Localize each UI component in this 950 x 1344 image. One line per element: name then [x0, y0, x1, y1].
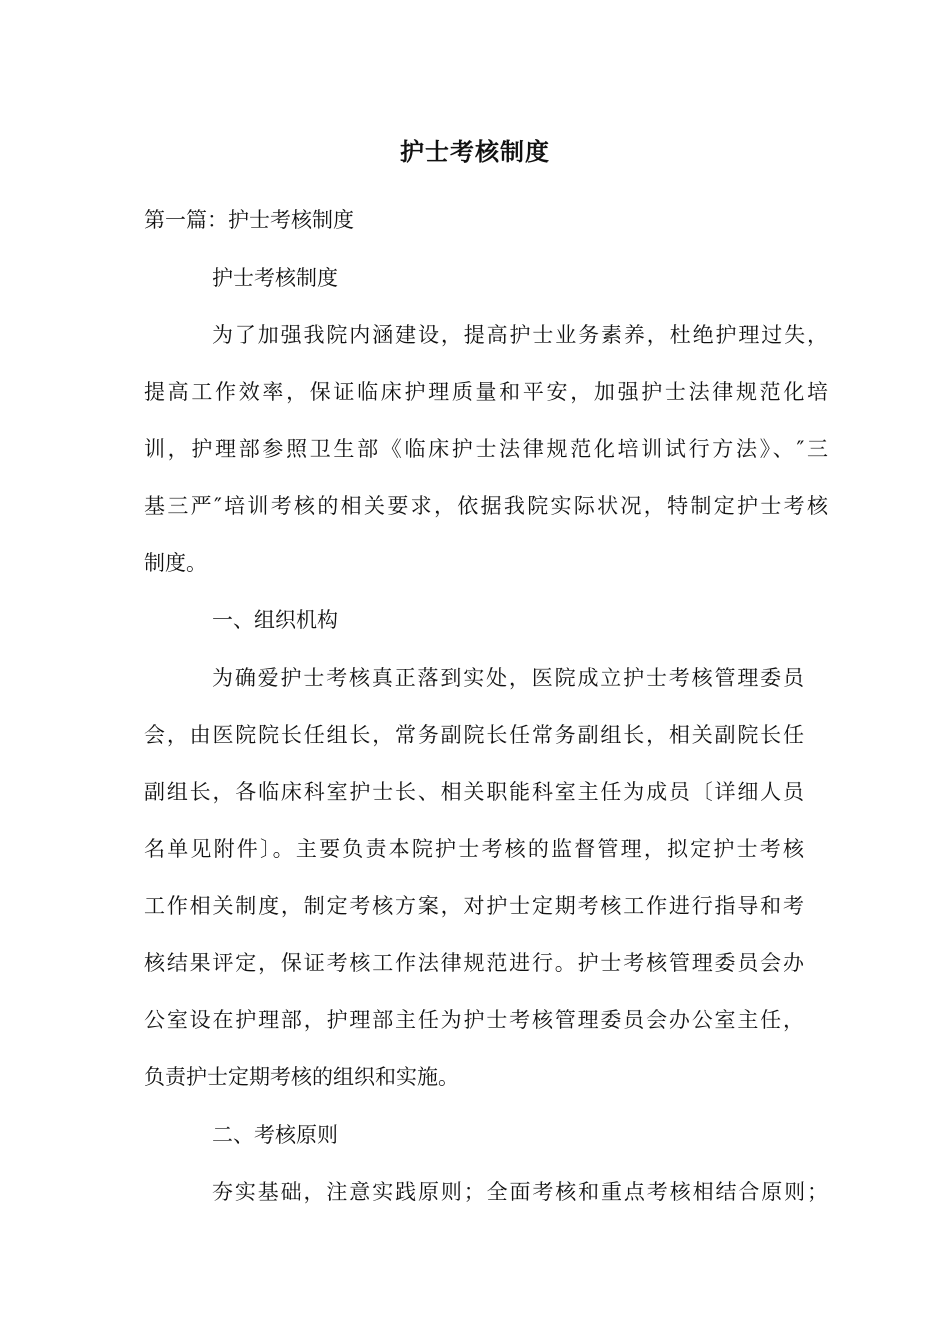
intro-line: 训，护理部参照卫生部《临床护士法律规范化培训试行方法》、″三: [144, 437, 828, 461]
document-title: 护士考核制度: [400, 137, 550, 166]
section1-line: 副组长，各临床科室护士长、相关职能科室主任为成员〔详细人员: [144, 780, 804, 804]
section-heading: 一、组织机构: [212, 608, 338, 632]
section1-line: 工作相关制度，制定考核方案，对护士定期考核工作进行指导和考: [144, 894, 804, 918]
subtitle-heading: 护士考核制度: [212, 266, 338, 290]
section1-line: 名单见附件〕。主要负责本院护士考核的监督管理，拟定护士考核: [144, 837, 804, 861]
section1-line: 会，由医院院长任组长，常务副院长任常务副组长，相关副院长任: [144, 723, 804, 747]
section2-line: 夯实基础，注意实践原则；全面考核和重点考核相结合原则；: [212, 1180, 828, 1204]
chapter-heading: 第一篇：护士考核制度: [144, 208, 354, 232]
section1-line: 为确爱护士考核真正落到实处，医院成立护士考核管理委员: [212, 666, 804, 690]
section-heading: 二、考核原则: [212, 1123, 338, 1147]
section1-line: 公室设在护理部，护理部主任为护士考核管理委员会办公室主任，: [144, 1008, 804, 1032]
intro-line: 基三严″培训考核的相关要求，依据我院实际状况，特制定护士考核: [144, 494, 828, 518]
section1-line: 核结果评定，保证考核工作法律规范进行。护士考核管理委员会办: [144, 951, 804, 975]
intro-line: 为了加强我院内涵建设，提高护士业务素养，杜绝护理过失，: [212, 323, 828, 347]
section1-line: 负责护士定期考核的组织和实施。: [144, 1065, 459, 1089]
intro-line: 提高工作效率，保证临床护理质量和平安，加强护士法律规范化培: [144, 380, 828, 404]
intro-line: 制度。: [144, 551, 207, 575]
